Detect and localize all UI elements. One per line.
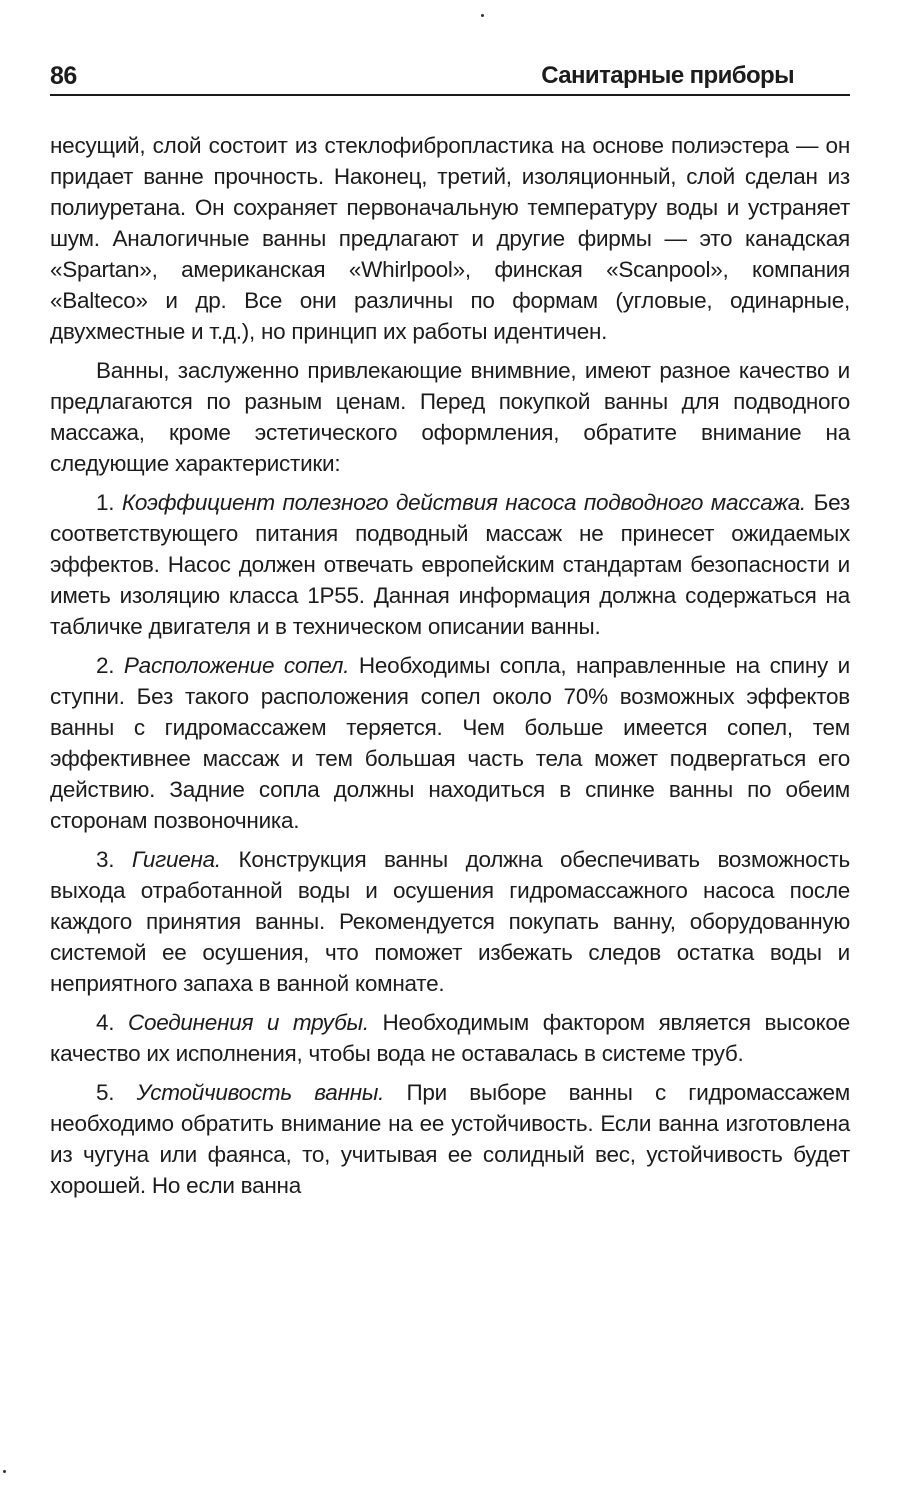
- paragraph-intro: Ванны, заслуженно привлекающие внимвние, имеют разное качество и предлагаются по разным ценам. Перед покупкой ванны для подводного массажа, кроме эстетического оформления, обратите внимание на следующие характеристики:: [50, 358, 850, 476]
- body-text: [50, 130, 850, 1201]
- list-item-connections-pipes: [50, 1007, 850, 1069]
- list-item-nozzle-placement: [50, 650, 850, 836]
- list-item-text: Необходимы сопла, направленные на спину и ступни. Без такого расположения сопел около 70% возможных эффектов ванны с гидромассажем теряется. Чем больше имеется сопел, тем эффективнее массаж и тем большая часть тела может подвергаться его действию. Задние сопла должны находиться в спинке ванны по обеим сторонам позвоночника.: [50, 653, 850, 833]
- scan-speck: [3, 1470, 6, 1473]
- list-item-text: Конструкция ванны должна обеспечивать возможность выхода отработанной воды и осушения гидромассажного насоса после каждого принятия ванны. Рекомендуется покупать ванну, оборудованную системой ее осушения, что поможет избежать следов остатка воды и неприятного запаха в ванной комнате.: [50, 847, 850, 996]
- scan-speck: [481, 14, 484, 17]
- list-item-term: Соединения и трубы.: [127, 1010, 369, 1035]
- list-item-term: Гигиена.: [131, 847, 221, 872]
- list-item-text: Без соответствующего питания подводный массаж не принесет ожидаемых эффектов. Насос должен отвечать европейским стандартам безопасности и иметь изоляцию класса 1Р55. Данная информация должна содержаться на табличке двигателя и в техническом описании ванны.: [50, 490, 850, 639]
- list-item-number: 5.: [96, 1080, 115, 1105]
- list-item-term: Устойчивость ванны.: [136, 1080, 385, 1105]
- list-item-term: Коэффициент полезного действия насоса подводного массажа.: [121, 490, 806, 515]
- list-item-number: 2.: [96, 653, 115, 678]
- list-item-text: Необходимым фактором является высокое качество их исполнения, чтобы вода не оставалась в системе труб.: [50, 1010, 850, 1066]
- paragraph-continuation: несущий, слой состоит из стеклофибропластика на основе полиэстера — он придает ванне прочность. Наконец, третий, изоляционный, слой сделан из полиуретана. Он сохраняет первоначальную температуру воды и устраняет шум. Аналогичные ванны предлагают и другие фирмы — это канадская «Spartan», американская «Whirlpool», финская «Scanpool», компания «Balteco» и др. Все они различны по формам (угловые, одинарные, двухместные и т.д.), но принцип их работы идентичен.: [50, 133, 850, 344]
- list-item-number: 1.: [96, 490, 115, 515]
- list-item-hygiene: [50, 844, 850, 999]
- book-page: [50, 58, 850, 1478]
- running-title: Санитарные приборы: [541, 62, 794, 89]
- list-item-number: 3.: [96, 847, 115, 872]
- page-header: [50, 58, 850, 96]
- list-item-tub-stability: [50, 1077, 850, 1201]
- list-item-number: 4.: [96, 1010, 115, 1035]
- list-item-pump-efficiency: [50, 487, 850, 642]
- page-number: 86: [50, 62, 77, 90]
- list-item-text: При выборе ванны с гидромассажем необходимо обратить внимание на ее устойчивость. Если ванна изготовлена из чугуна или фаянса, то, учитывая ее солидный вес, устойчивость будет хорошей. Но если ванна: [50, 1080, 850, 1198]
- list-item-term: Расположение сопел.: [123, 653, 350, 678]
